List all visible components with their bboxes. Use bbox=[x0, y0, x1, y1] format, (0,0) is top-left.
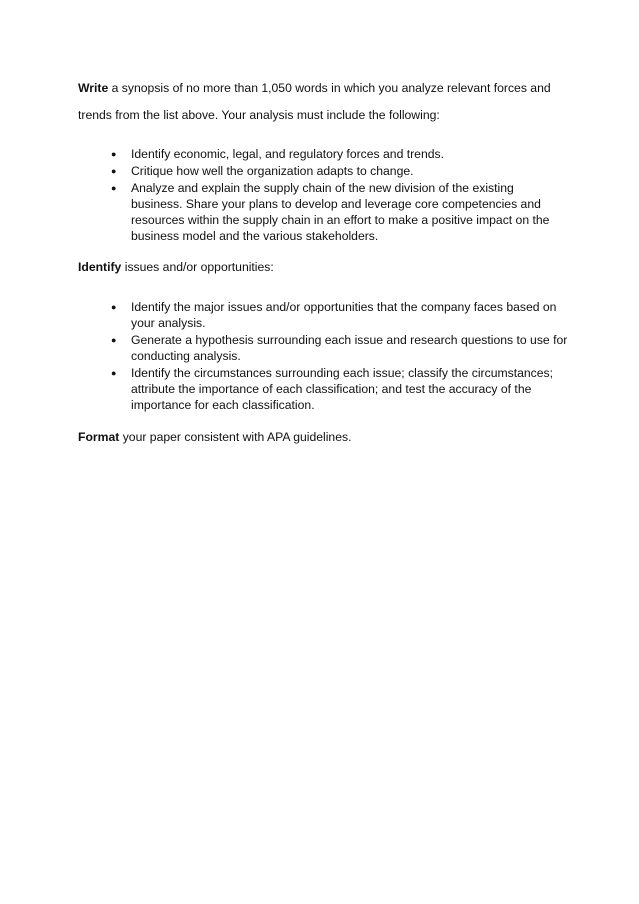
issues-requirements-list bbox=[78, 299, 568, 414]
write-instruction-line2: trends from the list above. Your analysis must include the following: bbox=[78, 108, 440, 122]
bullet-icon: ● bbox=[111, 166, 117, 176]
bullet-icon: ● bbox=[111, 335, 117, 345]
list-item-text: Generate a hypothesis surrounding each issue and research questions to use for conducting analysis. bbox=[131, 333, 568, 363]
identify-instruction bbox=[78, 259, 568, 275]
bullet-icon: ● bbox=[111, 183, 117, 193]
list-item-text: Critique how well the organization adapts to change. bbox=[131, 164, 414, 178]
list-item bbox=[78, 163, 568, 179]
bullet-icon: ● bbox=[111, 302, 117, 312]
bullet-icon: ● bbox=[111, 368, 117, 378]
write-instruction-text: a synopsis of no more than 1,050 words in which you analyze relevant forces and bbox=[108, 81, 551, 95]
list-item-text: Identify economic, legal, and regulatory forces and trends. bbox=[131, 147, 444, 161]
list-item-text: Identify the circumstances surrounding each issue; classify the circumstances; attribute the importance of each classification; and test the accuracy of the importance for each classification. bbox=[131, 366, 554, 412]
format-instruction bbox=[78, 429, 568, 445]
write-keyword: Write bbox=[78, 81, 109, 95]
list-item bbox=[78, 299, 568, 331]
analysis-requirements-list bbox=[78, 146, 568, 245]
list-item-text: Analyze and explain the supply chain of the new division of the existing business. Share your plans to develop and leverage core competencies and resources within the supply chain in an effort to make a positive impact on the business model and the various stakeholders. bbox=[131, 181, 550, 243]
list-item bbox=[78, 332, 568, 364]
identify-instruction-text: issues and/or opportunities: bbox=[121, 260, 274, 274]
bullet-icon: ● bbox=[111, 149, 117, 159]
list-item-text: Identify the major issues and/or opportunities that the company faces based on your analysis. bbox=[131, 300, 557, 330]
list-item bbox=[78, 365, 568, 413]
format-keyword: Format bbox=[78, 430, 120, 444]
format-instruction-text: your paper consistent with APA guidelines. bbox=[119, 430, 352, 444]
write-instruction-line1 bbox=[78, 80, 568, 96]
list-item bbox=[78, 146, 568, 162]
list-item bbox=[78, 180, 568, 244]
identify-keyword: Identify bbox=[78, 260, 122, 274]
